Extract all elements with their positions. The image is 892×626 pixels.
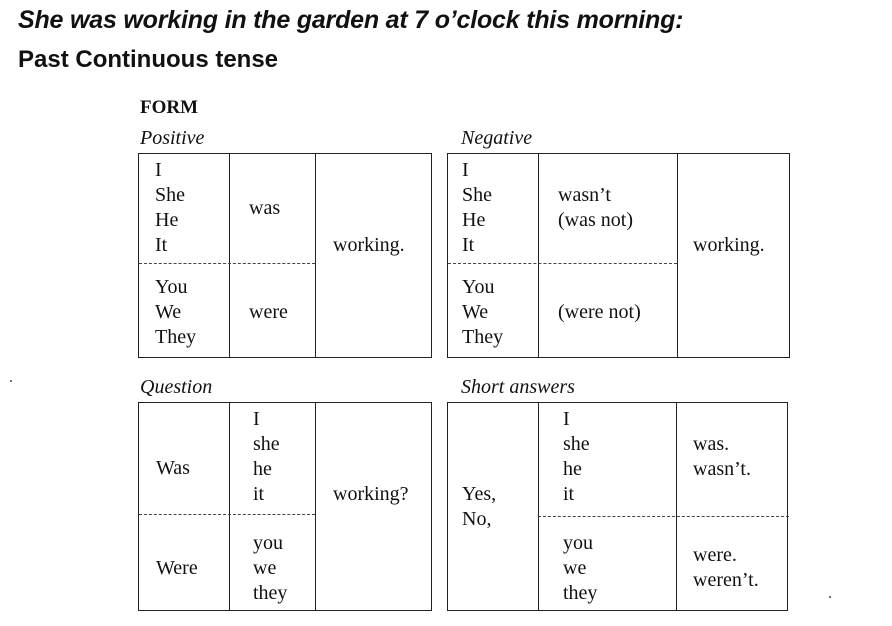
pronoun: We [462,301,489,323]
pronoun: I [253,408,260,430]
answer: were. [693,544,737,566]
question-aux-plural: Were [156,557,198,579]
pronoun: we [253,557,277,579]
positive-plural-pronouns [155,275,196,350]
page-subtitle: Past Continuous tense [18,46,279,73]
negative-table [447,153,790,358]
positive-table [138,153,432,358]
positive-dashed-separator [139,263,315,264]
pronoun: she [253,433,280,455]
pronoun: He [462,209,486,231]
negative-verb: working. [693,234,765,256]
pronoun: She [462,184,492,206]
pronoun: They [462,326,504,348]
short-answers-singular-answers [693,432,751,482]
positive-aux-plural: were [249,301,288,323]
negative-divider-1 [538,154,539,357]
pronoun: They [155,326,197,348]
question-dashed-separator [139,514,315,515]
pronoun: She [155,184,185,206]
pronoun: it [253,483,265,505]
short-answers-plural-answers [693,543,759,593]
pronoun: I [462,159,469,181]
response-no: No, [462,508,492,530]
short-answers-divider-1 [538,403,539,610]
answer: wasn’t. [693,458,751,480]
pronoun: it [563,483,575,505]
pronoun: I [563,408,570,430]
short-answers-plural-pronouns [563,531,597,606]
question-singular-pronouns [253,407,280,507]
pronoun: he [563,458,582,480]
pronoun: He [155,209,179,231]
question-divider-1 [229,403,230,610]
speck-mark [829,596,831,598]
short-answers-singular-pronouns [563,407,590,507]
pronoun: You [155,276,188,298]
pronoun: It [155,234,168,256]
pronoun: It [462,234,475,256]
pronoun: we [563,557,587,579]
positive-verb: working. [333,234,405,256]
answer: weren’t. [693,569,759,591]
negative-singular-pronouns [462,158,492,258]
aux-line: wasn’t [558,184,611,206]
pronoun: they [563,582,598,604]
negative-aux-plural: (were not) [558,301,641,323]
negative-dashed-separator [448,263,677,264]
pronoun: you [563,532,593,554]
positive-divider-1 [229,154,230,357]
pronoun: We [155,301,182,323]
positive-divider-2 [315,154,316,357]
negative-divider-2 [677,154,678,357]
form-label: FORM [140,97,199,118]
short-answers-table [447,402,788,611]
question-table [138,402,432,611]
pronoun: you [253,532,283,554]
pronoun: he [253,458,272,480]
pronoun: she [563,433,590,455]
question-label: Question [140,376,213,398]
negative-plural-pronouns [462,275,503,350]
negative-label: Negative [461,127,533,149]
answer: was. [693,433,730,455]
response-yes: Yes, [462,483,497,505]
question-aux-singular: Was [156,457,190,479]
pronoun: I [155,159,162,181]
speck-mark [10,380,12,382]
short-answers-dashed-separator [538,516,789,517]
positive-singular-pronouns [155,158,185,258]
page-title: She was working in the garden at 7 o’clock this morning: [18,6,684,34]
pronoun: You [462,276,495,298]
short-answers-responses [462,482,496,532]
short-answers-divider-2 [676,403,677,610]
negative-aux-singular [558,183,633,233]
positive-aux-singular: was [249,197,281,219]
question-divider-2 [315,403,316,610]
aux-line: (was not) [558,209,633,231]
pronoun: they [253,582,288,604]
question-verb: working? [333,483,409,505]
positive-label: Positive [140,127,205,149]
question-plural-pronouns [253,531,287,606]
short-answers-label: Short answers [461,376,575,398]
